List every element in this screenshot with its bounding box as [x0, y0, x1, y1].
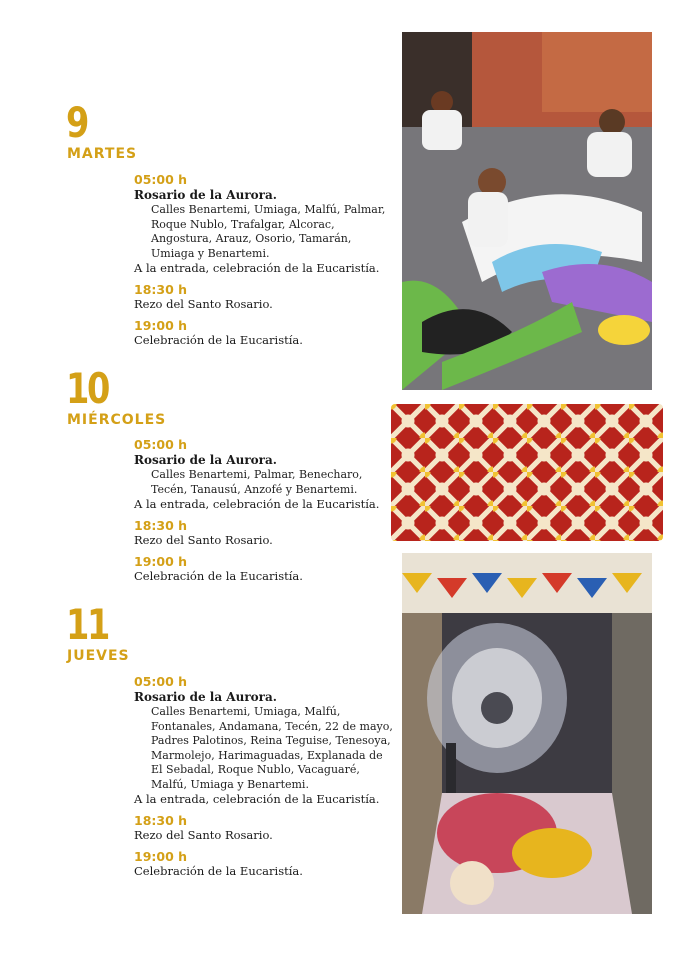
event-detail: Rezo del Santo Rosario.	[134, 297, 273, 311]
event-title: Rosario de la Aurora.	[134, 690, 277, 704]
event-time: 18:30 h	[134, 518, 188, 533]
event-note: A la entrada, celebración de la Eucaristía.	[134, 497, 380, 511]
schedule	[134, 172, 394, 348]
event-note: A la entrada, celebración de la Eucaristía.	[134, 792, 380, 806]
event-time: 18:30 h	[134, 813, 188, 828]
event-detail: Celebración de la Eucaristía.	[134, 569, 303, 583]
event-streets: Calles Benartemi, Umiaga, Malfú, Palmar, Roque Nublo, Trafalgar, Alcorac, Angostura, Arauz, Osorio, Tamarán, Umiaga y Benartemi.	[151, 203, 386, 260]
event-detail: Celebración de la Eucaristía.	[134, 333, 303, 347]
event-note: A la entrada, celebración de la Eucaristía.	[134, 261, 380, 275]
event-time: 05:00 h	[134, 674, 188, 689]
day-number: 10	[66, 364, 108, 413]
event-time: 19:00 h	[134, 849, 188, 864]
event-detail: Rezo del Santo Rosario.	[134, 533, 273, 547]
event-streets: Calles Benartemi, Umiaga, Malfú, Fontanales, Andamana, Tecén, 22 de mayo, Padres Palotinos, Reina Teguise, Tenesoya, Marmolejo, Harimaguadas, Explanada de El Sebadal, Roque Nublo, Vacaguaré, Malfú, Umiaga y Benartemi.	[151, 705, 393, 791]
photo-street-drawing-image	[402, 32, 652, 390]
schedule	[134, 674, 394, 879]
event-time: 18:30 h	[134, 282, 188, 297]
day-number: 9	[66, 98, 87, 147]
event-title: Rosario de la Aurora.	[134, 453, 277, 467]
day-number: 11	[66, 600, 108, 649]
event-time: 05:00 h	[134, 437, 188, 452]
event-time: 19:00 h	[134, 318, 188, 333]
day-name: MIÉRCOLES	[67, 412, 167, 428]
schedule	[134, 437, 394, 584]
event-title: Rosario de la Aurora.	[134, 188, 277, 202]
event-time: 19:00 h	[134, 554, 188, 569]
day-name: JUEVES	[67, 648, 130, 664]
photo-fireworks-image	[402, 553, 652, 914]
day-name: MARTES	[67, 146, 138, 162]
event-streets: Calles Benartemi, Palmar, Benecharo, Tecén, Tanausú, Anzofé y Benartemi.	[151, 468, 363, 496]
decorative-pattern	[391, 404, 663, 541]
photo-fireworks-street	[402, 553, 652, 914]
event-time: 05:00 h	[134, 172, 188, 187]
event-detail: Celebración de la Eucaristía.	[134, 864, 303, 878]
photo-street-drawing	[402, 32, 652, 390]
event-detail: Rezo del Santo Rosario.	[134, 828, 273, 842]
